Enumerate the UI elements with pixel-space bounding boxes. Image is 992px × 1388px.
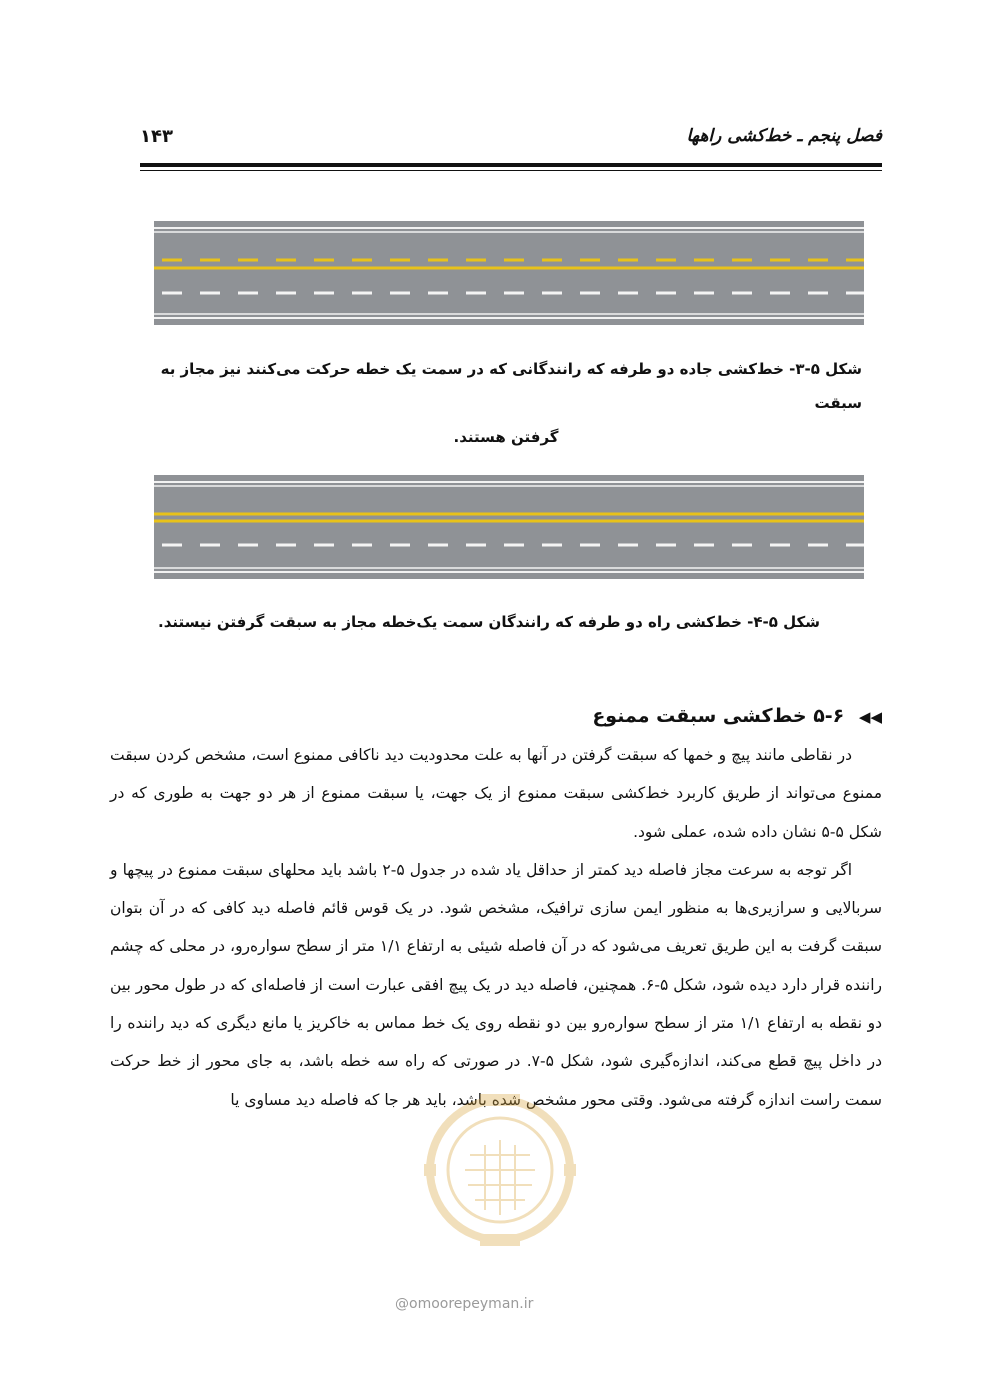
paragraph-2: اگر توجه به سرعت مجاز فاصله دید کمتر از حداقل یاد شده در جدول ۵-۲ باشد باید محلهای سبقت ممنوع در پیچها و سربالایی و سرازیری‌ها به منظور ایمن سازی ترافیک، مشخص شود. در یک قوس قائم فاصله دید کافی که در آن بتوان سبقت گرفت به این طریق تعریف می‌شود که در آن فاصله شیئی به ارتفاع ۱/۱ متر از سطح سواره‌رو، در محلی که چشم راننده قرار دارد دیده شود، شکل ۵-۶. همچنین، فاصله دید در یک پیچ افقی عبارت است از فاصله‌ای که در طول محور بین دو نقطه به ارتفاع ۱/۱ متر از سطح سواره‌رو بین دو نقطه روی یک خط مماس به خاکریز یا مانع دیگری که دید راننده را در داخل پیچ قطع می‌کند، اندازه‌گیری شود، شکل ۵-۷. در صورتی که راه سه خطه باشد، به جای محور از خط حرکت سمت راست اندازه گرفته می‌شود. وقتی محور مشخص شده باشد، باید هر جا که فاصله دید مساوی یا	[110, 860, 883, 1109]
figure-1-caption-line2: گرفتن هستند.	[453, 428, 559, 446]
chapter-title: فصل پنجم ـ خط‌کشی راهها	[686, 126, 882, 146]
header-rule-thick	[140, 163, 882, 167]
page-header	[140, 126, 882, 156]
section-title: ۵-۶ خط‌کشی سبقت ممنوع	[592, 705, 845, 727]
double-arrow-icon: ◀◀	[858, 708, 882, 726]
figure-2-caption: شکل ۵-۴- خط‌کشی راه دو طرفه که رانندگان سمت یک‌خطه مجاز به سبقت گرفتن نیستند.	[158, 613, 820, 631]
paragraph-1: در نقاطی مانند پیچ و خمها که سبقت گرفتن در آنها به علت محدودیت دید ناکافی ممنوع است، مشخص کردن سبقت ممنوع می‌تواند از طریق کاربرد خط‌کشی سبقت ممنوع از یک جهت، یا سبقت ممنوع از هر دو جهت به طوری که در شکل ۵-۵ نشان داده شده، عملی شود.	[110, 746, 882, 841]
road-figure-2	[154, 472, 864, 582]
road-figure-1	[154, 218, 864, 328]
page-number: ۱۴۳	[140, 126, 173, 147]
figure-1-caption-line1: شکل ۵-۳- خط‌کشی جاده دو طرفه که رانندگانی که در سمت یک خطه حرکت می‌کنند نیز مجاز به سبقت	[160, 360, 862, 412]
header-rule-thin	[140, 170, 882, 171]
watermark-logo	[400, 1060, 600, 1280]
figure-1-caption	[150, 352, 862, 454]
watermark-site: @omoorepeyman.ir	[395, 1296, 534, 1312]
section-heading	[592, 705, 882, 727]
